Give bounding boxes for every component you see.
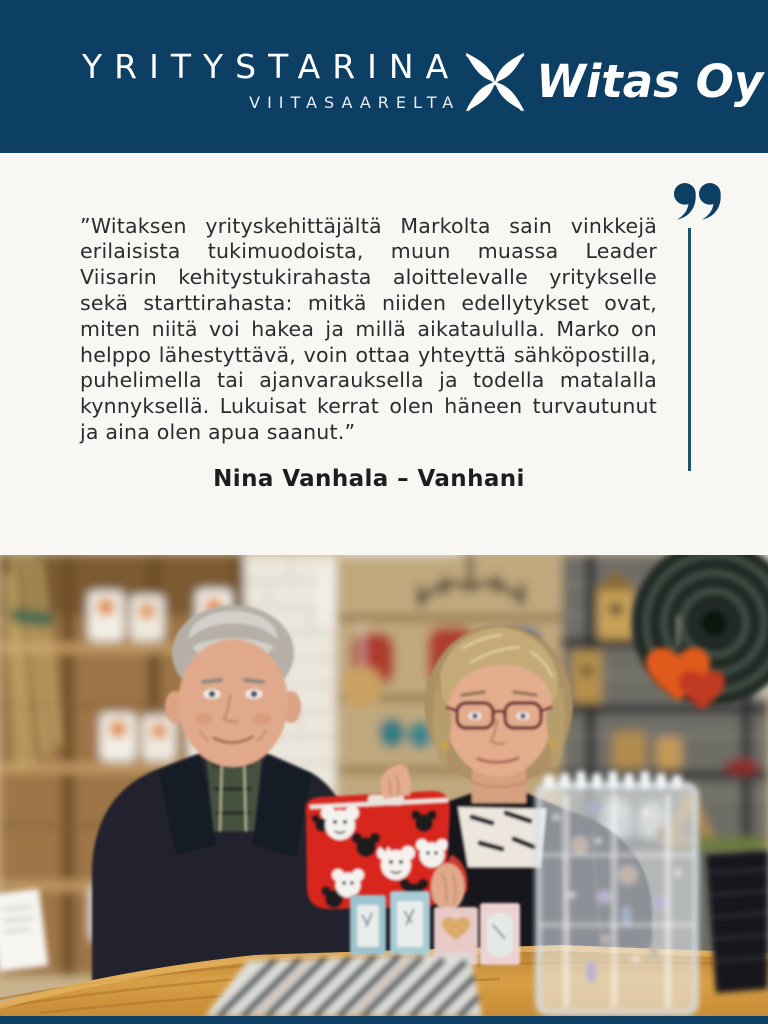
- quote-attribution: Nina Vanhala – Vanhani: [213, 466, 525, 493]
- quote-accent-line: [688, 228, 691, 471]
- quote-mark-icon: [674, 181, 724, 225]
- black-baskets: [706, 851, 768, 993]
- witas-logo: [460, 47, 763, 117]
- bottom-accent-strip: [0, 1016, 768, 1024]
- quote-text: ”Witaksen yrityskehittäjältä Markolta sain vinkkejä erilaisista tukimuodoista, muun muassa Leader Viisarin kehitystukirahasta aloittelevalle yritykselle sekä starttirahasta: mitkä niiden edellytykset ovat, miten niitä voi hakea ja millä aikataululla. Marko on helppo lähestyttävä, voin ottaa yhteyttä sähköpostilla, puhelimella tai ajanvarauksella ja todella matalalla kynnyksellä. Lukuisat kerrat olen häneen turvautunut ja aina olen apua saanut.”: [80, 213, 657, 445]
- acrylic-display-stand: [538, 771, 696, 1013]
- page-subtitle: VIITASAARELTA: [249, 93, 461, 113]
- page-title: YRITYSTARINA: [82, 46, 461, 86]
- witas-star-icon: [460, 47, 530, 117]
- witas-logo-text: Witas Oy: [536, 55, 764, 108]
- quote-section: [0, 153, 768, 555]
- header-titles: [82, 46, 461, 113]
- header-banner: [0, 0, 768, 153]
- shop-photo: [0, 555, 768, 1016]
